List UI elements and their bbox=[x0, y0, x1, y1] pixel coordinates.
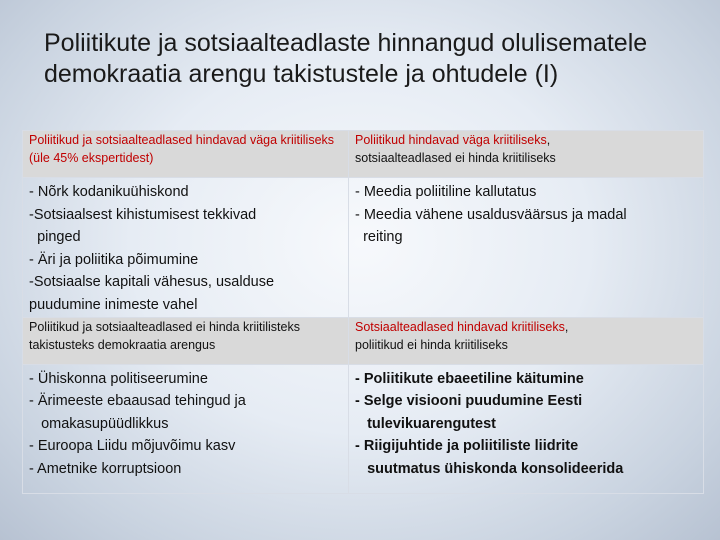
table-header-row bbox=[23, 131, 704, 178]
header-right-comma: , bbox=[546, 133, 551, 147]
row2-left-cell bbox=[23, 364, 349, 493]
list-item: - Nõrk kodanikuühiskond bbox=[29, 184, 189, 200]
table-row bbox=[23, 364, 704, 493]
row1-left-cell bbox=[23, 178, 349, 318]
list-item: puudumine inimeste vahel bbox=[29, 296, 198, 313]
list-item: tulevikuarengutest bbox=[355, 415, 497, 432]
row1-right-list bbox=[355, 178, 703, 249]
list-item: - Ärimeeste ebaausad tehingud ja bbox=[29, 393, 246, 410]
list-item: reiting bbox=[355, 229, 403, 246]
list-item: - Ühiskonna politiseerumine bbox=[29, 370, 208, 387]
list-item: - Selge visiooni puudumine Eesti bbox=[355, 393, 583, 410]
header2-cell-left bbox=[23, 317, 349, 364]
header-cell-left bbox=[23, 131, 349, 178]
header-cell-right bbox=[349, 131, 704, 178]
comparison-table bbox=[22, 130, 704, 494]
list-item: - Poliitikute ebaeetiline käitumine bbox=[355, 370, 584, 387]
row2-left-list bbox=[29, 365, 348, 481]
list-item: - Euroopa Liidu mõjuvõimu kasv bbox=[29, 438, 236, 455]
list-item: pinged bbox=[29, 229, 81, 246]
row1-right-cell bbox=[349, 178, 704, 318]
header-right-red-text: Poliitikud hindavad väga kriitiliseks bbox=[355, 133, 547, 147]
slide-title: Poliitikute ja sotsiaalteadlaste hinnangud olulisematele demokraatia arengu takistustele ja ohtudele (I) bbox=[44, 29, 648, 88]
list-item: - Meedia poliitiline kallutatus bbox=[355, 184, 537, 200]
header-left-text: Poliitikud ja sotsiaalteadlased hindavad väga kriitiliseks (üle 45% ekspertidest) bbox=[29, 133, 335, 165]
header2-right-text: poliitikud ei hinda kriitiliseks bbox=[355, 337, 508, 352]
row2-right-cell bbox=[349, 364, 704, 493]
table-row bbox=[23, 178, 704, 318]
header2-left-text: Poliitikud ja sotsiaalteadlased ei hinda kriitilisteks takistusteks demokraatia arengus bbox=[29, 319, 300, 352]
list-item: suutmatus ühiskonda konsolideerida bbox=[355, 460, 624, 477]
list-item: - Äri ja poliitika põimumine bbox=[29, 251, 199, 268]
list-item: -Sotsiaalsest kihistumisest tekkivad bbox=[29, 206, 257, 223]
header2-right-comma: , bbox=[564, 319, 569, 334]
row2-right-list bbox=[355, 365, 703, 481]
list-item: - Ametnike korruptsioon bbox=[29, 460, 182, 477]
row1-left-list bbox=[29, 178, 348, 317]
list-item: - Meedia vähene usaldusväärsus ja madal bbox=[355, 206, 627, 223]
header-right-text: sotsiaalteadlased ei hinda kriitiliseks bbox=[355, 151, 556, 165]
list-item: - Riigijuhtide ja poliitiliste liidrite bbox=[355, 438, 579, 455]
header2-right-red-text: Sotsiaalteadlased hindavad kriitiliseks bbox=[355, 319, 565, 334]
header2-cell-right bbox=[349, 317, 704, 364]
table-header-row bbox=[23, 317, 704, 364]
list-item: omakasupüüdlikkus bbox=[29, 415, 169, 432]
list-item: -Sotsiaalse kapitali vähesus, usalduse bbox=[29, 274, 275, 291]
